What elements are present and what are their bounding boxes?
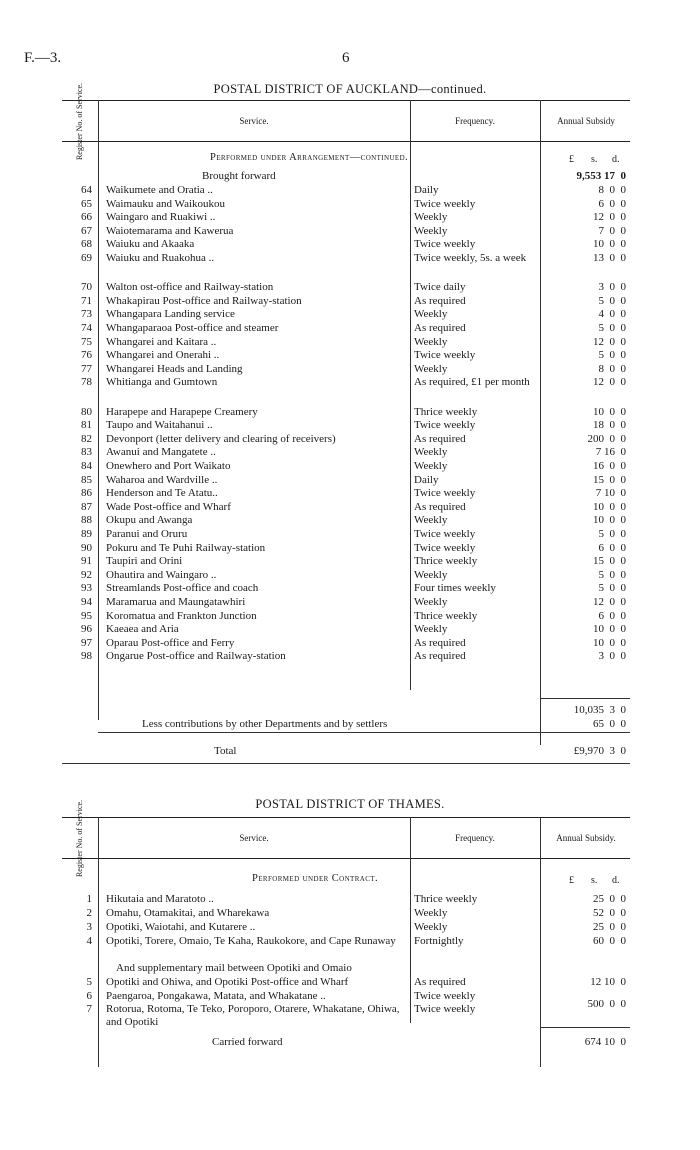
service-name: Taupiri and Orini: [106, 555, 183, 568]
subsidy-amount: 5 0 0: [598, 294, 626, 307]
brought-forward-amount: 9,553 17 0: [576, 170, 626, 182]
subsidy-amount: 25 0 0: [593, 893, 626, 905]
column-divider: [410, 100, 411, 690]
less-contributions-label: Less contributions by other Departments and by settlers: [142, 718, 388, 730]
service-name: Opotiki, Torere, Omaio, Te Kaha, Raukokore, and Cape Runaway: [106, 935, 396, 947]
page-ref: F.—3.: [24, 50, 62, 66]
subsidy-amount: 10 0 0: [593, 514, 626, 527]
frequency-value: Weekly: [414, 568, 448, 581]
service-name: Whangaparaoa Post-office and steamer: [106, 322, 279, 334]
frequency-value: Twice weekly: [414, 197, 476, 210]
section-heading: Performed under Contract.: [252, 873, 379, 884]
frequency-value: Thrice weekly: [414, 405, 478, 418]
carried-forward-amount: 674 10 0: [584, 1036, 626, 1048]
subsidy-amount: 7 10 0: [595, 487, 626, 500]
service-name: Ongarue Post-office and Railway-station: [106, 650, 286, 663]
service-name: Omahu, Otamakitai, and Wharekawa: [106, 907, 270, 919]
lsd-pence: d.: [612, 875, 620, 886]
column-divider: [540, 817, 541, 1067]
service-name: Onewhero and Port Waikato: [106, 460, 231, 472]
subsidy-amount: 200 0 0: [587, 432, 626, 445]
frequency-value: Four times weekly: [414, 582, 496, 595]
subsidy-amount: 60 0 0: [593, 935, 626, 947]
register-number: 81: [81, 419, 92, 432]
service-name: Waikumete and Oratia ..: [106, 184, 213, 196]
service-name: Okupu and Awanga: [106, 514, 193, 527]
register-number: 98: [81, 650, 92, 663]
frequency-value: Weekly: [414, 596, 448, 608]
subsidy-amount: 5 0 0: [598, 582, 626, 595]
register-number: 85: [81, 473, 92, 486]
frequency-value: Twice weekly: [414, 1003, 476, 1015]
page-number: 6: [342, 50, 350, 66]
carried-forward-label: Carried forward: [212, 1036, 283, 1048]
register-number: 71: [81, 294, 92, 307]
service-name: Whitianga and Gumtown: [106, 376, 218, 389]
frequency-value: Weekly: [414, 211, 448, 224]
subsidy-amount: 5 0 0: [598, 528, 626, 540]
column-divider: [98, 817, 99, 1067]
service-name: Waiuku and Akaaka: [106, 238, 195, 251]
service-name: Wade Post-office and Wharf: [106, 500, 231, 513]
frequency-value: As required: [414, 650, 466, 663]
register-number: 92: [81, 568, 92, 581]
frequency-value: Weekly: [414, 623, 448, 636]
frequency-value: As required: [414, 976, 466, 988]
service-name: Harapepe and Harapepe Creamery: [106, 405, 258, 418]
subsidy-amount: 3 0 0: [598, 281, 626, 294]
subsidy-amount: 25 0 0: [593, 921, 626, 933]
frequency-value: Twice daily: [414, 281, 466, 294]
register-number: 96: [81, 623, 92, 636]
subsidy-amount: 15 0 0: [593, 473, 626, 486]
register-number: 76: [81, 349, 92, 362]
register-number: 80: [81, 405, 92, 418]
column-header-frequency: Frequency.: [455, 833, 495, 843]
register-number: 88: [81, 514, 92, 527]
subsidy-amount: 5 0 0: [598, 322, 626, 334]
subsidy-amount: 6 0 0: [598, 541, 626, 554]
subsidy-amount: 500 0 0: [587, 998, 626, 1010]
subsidy-amount: 10 0 0: [593, 636, 626, 649]
service-name: Kaeaea and Aria: [106, 623, 179, 636]
service-name: Whakapirau Post-office and Railway-station: [106, 294, 302, 307]
register-number: 78: [81, 376, 92, 389]
subsidy-amount: 12 0 0: [593, 596, 626, 608]
register-number: 91: [81, 555, 92, 568]
section-heading: Performed under Arrangement—continued.: [210, 152, 409, 163]
service-name: Henderson and Te Atatu..: [106, 487, 218, 500]
service-name: Taupo and Waitahanui ..: [106, 419, 213, 432]
register-number: 90: [81, 541, 92, 554]
service-name: Oparau Post-office and Ferry: [106, 636, 235, 649]
frequency-value: Twice weekly: [414, 541, 476, 554]
register-number: 2: [86, 907, 92, 919]
service-name: Paengaroa, Pongakawa, Matata, and Whakatane ..: [106, 990, 326, 1002]
service-name: Whangapara Landing service: [106, 308, 235, 321]
subtotal-amount: 10,035 3 0: [573, 704, 626, 716]
subsidy-amount: 13 0 0: [593, 252, 626, 264]
subsidy-amount: 10 0 0: [593, 623, 626, 636]
service-name: Whangarei Heads and Landing: [106, 362, 243, 375]
sum-rule: [540, 698, 630, 699]
frequency-value: As required: [414, 322, 466, 334]
subsidy-amount: 15 0 0: [593, 555, 626, 568]
service-name: Devonport (letter delivery and clearing of receivers): [106, 432, 336, 445]
register-number: 75: [81, 335, 92, 348]
register-number: 83: [81, 446, 92, 459]
register-number: 67: [81, 224, 92, 237]
frequency-value: Weekly: [414, 224, 448, 237]
sum-rule: [540, 1027, 630, 1028]
service-name: Waiotemarama and Kawerua: [106, 224, 234, 237]
subsidy-amount: 12 0 0: [593, 376, 626, 389]
frequency-value: Twice weekly: [414, 487, 476, 500]
lsd-shillings: s.: [591, 875, 598, 886]
service-name: Opotiki, Waiotahi, and Kutarere ..: [106, 921, 256, 933]
register-number: 84: [81, 460, 92, 472]
subsidy-amount: 12 0 0: [593, 211, 626, 224]
total-label: Total: [214, 745, 237, 757]
less-contributions-amount: 65 0 0: [593, 718, 626, 730]
total-rule: [98, 732, 630, 733]
register-number: 68: [81, 238, 92, 251]
register-number: 95: [81, 609, 92, 622]
auckland-title: POSTAL DISTRICT OF AUCKLAND—continued.: [213, 82, 487, 96]
total-amount: £9,970 3 0: [573, 745, 626, 757]
frequency-value: Weekly: [414, 335, 448, 348]
register-number: 86: [81, 487, 92, 500]
lsd-shillings: s.: [591, 154, 598, 165]
register-number: 7: [86, 1003, 92, 1015]
subsidy-amount: 4 0 0: [598, 308, 626, 321]
service-name: Ohautira and Waingaro ..: [106, 568, 217, 581]
service-name: Whangarei and Kaitara ..: [106, 335, 217, 348]
frequency-value: Twice weekly: [414, 419, 476, 432]
service-name: Whangarei and Onerahi ..: [106, 349, 220, 362]
frequency-value: Weekly: [414, 921, 448, 933]
column-header-register: Register No. of Service.: [75, 82, 85, 160]
column-divider: [98, 100, 99, 720]
frequency-value: Weekly: [414, 907, 448, 919]
register-number: 82: [81, 432, 92, 445]
frequency-value: Weekly: [414, 514, 448, 527]
service-name: Waimauku and Waikoukou: [106, 197, 226, 210]
register-number: 87: [81, 500, 92, 513]
subsidy-amount: 6 0 0: [598, 609, 626, 622]
frequency-value: Fortnightly: [414, 935, 464, 947]
lsd-pounds: £: [569, 875, 574, 886]
frequency-value: Twice weekly, 5s. a week: [414, 252, 527, 264]
column-divider: [410, 817, 411, 1023]
register-number: 74: [81, 322, 92, 334]
service-name: Walton ost-office and Railway-station: [106, 281, 274, 294]
register-number: 97: [81, 636, 92, 649]
lsd-pence: d.: [612, 154, 620, 165]
service-name: Paranui and Oruru: [106, 528, 188, 540]
service-name: Waharoa and Wardville ..: [106, 473, 218, 486]
frequency-value: As required: [414, 432, 466, 445]
column-header-frequency: Frequency.: [455, 116, 495, 126]
frequency-value: As required: [414, 636, 466, 649]
register-number: 93: [81, 582, 92, 595]
frequency-value: Twice weekly: [414, 238, 476, 251]
subsidy-amount: 7 0 0: [598, 224, 626, 237]
column-header-service: Service.: [239, 833, 269, 843]
thames-title: POSTAL DISTRICT OF THAMES.: [255, 797, 445, 811]
service-name: Pokuru and Te Puhi Railway-station: [106, 541, 266, 554]
frequency-value: As required: [414, 294, 466, 307]
brought-forward-label: Brought forward: [202, 170, 276, 182]
service-name: Awanui and Mangatete ..: [106, 446, 216, 459]
subsidy-amount: 5 0 0: [598, 568, 626, 581]
service-name: Hikutaia and Maratoto ..: [106, 893, 214, 905]
frequency-value: Weekly: [414, 362, 448, 375]
subsidy-amount: 7 16 0: [595, 446, 626, 459]
lsd-pounds: £: [569, 154, 574, 165]
subsidy-amount: 12 10 0: [590, 976, 626, 988]
service-name: And supplementary mail between Opotiki and Omaio: [116, 962, 352, 974]
register-number: 3: [86, 921, 92, 933]
register-number: 66: [81, 211, 92, 224]
frequency-value: Thrice weekly: [414, 555, 478, 568]
column-header-register: Register No. of Service.: [75, 799, 85, 877]
frequency-value: Thrice weekly: [414, 609, 478, 622]
service-name: Rotorua, Rotoma, Te Teko, Poroporo, Otarere, Whakatane, Ohiwa, and Opotiki: [106, 1003, 400, 1028]
frequency-value: Weekly: [414, 446, 448, 459]
service-name: Streamlands Post-office and coach: [106, 582, 259, 595]
frequency-value: Daily: [414, 473, 439, 486]
service-name: Koromatua and Frankton Junction: [106, 609, 257, 622]
register-number: 94: [81, 596, 92, 608]
frequency-value: Thrice weekly: [414, 893, 478, 905]
column-divider: [540, 100, 541, 745]
subsidy-amount: 8 0 0: [598, 184, 626, 196]
frequency-value: Daily: [414, 184, 439, 196]
register-number: 89: [81, 528, 92, 540]
register-number: 1: [86, 893, 92, 905]
subsidy-amount: 8 0 0: [598, 362, 626, 375]
frequency-value: Twice weekly: [414, 990, 476, 1002]
column-header-subsidy: Annual Subsidy.: [556, 833, 616, 843]
frequency-value: As required: [414, 500, 466, 513]
frequency-value: Twice weekly: [414, 349, 476, 362]
service-name: Opotiki and Ohiwa, and Opotiki Post-office and Wharf: [106, 976, 349, 988]
bottom-rule: [62, 763, 630, 764]
register-number: 73: [81, 308, 92, 321]
service-name: Maramarua and Maungatawhiri: [106, 596, 246, 608]
register-number: 70: [81, 281, 92, 294]
subsidy-amount: 3 0 0: [598, 650, 626, 663]
register-number: 65: [81, 197, 92, 210]
frequency-value: Twice weekly: [414, 528, 476, 540]
frequency-value: Weekly: [414, 308, 448, 321]
frequency-value: Weekly: [414, 460, 448, 472]
subsidy-amount: 10 0 0: [593, 238, 626, 251]
column-header-service: Service.: [239, 116, 269, 126]
service-name: Waingaro and Ruakiwi ..: [106, 211, 216, 224]
register-number: 4: [86, 935, 92, 947]
subsidy-amount: 12 0 0: [593, 335, 626, 348]
register-number: 64: [81, 184, 92, 196]
register-number: 6: [86, 990, 92, 1002]
register-number: 77: [81, 362, 92, 375]
column-header-subsidy: Annual Subsidy: [557, 116, 615, 126]
frequency-value: As required, £1 per month: [414, 376, 530, 389]
subsidy-amount: 10 0 0: [593, 405, 626, 418]
register-number: 5: [86, 976, 92, 988]
service-name: Waiuku and Ruakohua ..: [106, 252, 215, 264]
register-number: 69: [81, 252, 92, 264]
subsidy-amount: 6 0 0: [598, 197, 626, 210]
subsidy-amount: 16 0 0: [593, 460, 626, 472]
subsidy-amount: 10 0 0: [593, 500, 626, 513]
subsidy-amount: 5 0 0: [598, 349, 626, 362]
subsidy-amount: 52 0 0: [593, 907, 626, 919]
subsidy-amount: 18 0 0: [593, 419, 626, 432]
